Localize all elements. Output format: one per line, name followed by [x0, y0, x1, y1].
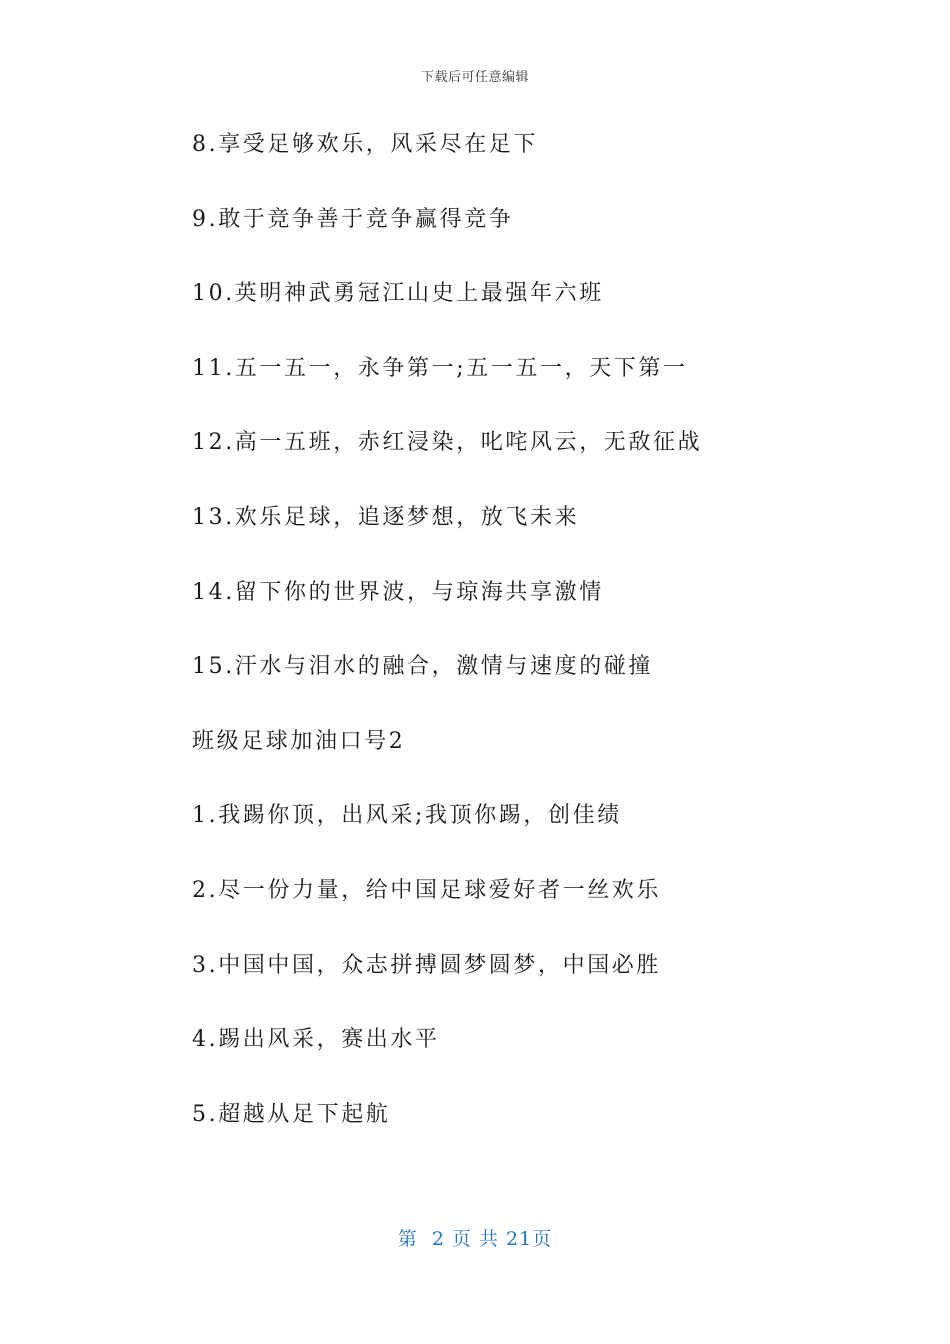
slogan-line: 15.汗水与泪水的融合，激情与速度的碰撞 [192, 654, 653, 680]
document-body [192, 128, 892, 1172]
slogan-line: 10.英明神武勇冠江山史上最强年六班 [192, 281, 604, 307]
slogan-line: 11.五一五一，永争第一;五一五一，天下第一 [192, 355, 688, 381]
header-note: 下载后可任意编辑 [420, 70, 529, 85]
slogan-line: 5.超越从足下起航 [192, 1101, 391, 1127]
slogan-line: 4.踢出风采，赛出水平 [192, 1027, 440, 1053]
slogan-line: 13.欢乐足球，追逐梦想，放飞未来 [192, 504, 580, 530]
section-heading: 班级足球加油口号2 [192, 728, 406, 754]
slogan-line: 12.高一五班，赤红浸染，叱咤风云，无敌征战 [192, 430, 703, 456]
page-number-label: 第 2 页 共 21页 [397, 1228, 553, 1250]
slogan-line: 2.尽一份力量，给中国足球爱好者一丝欢乐 [192, 877, 661, 903]
slogan-line: 1.我踢你顶，出风采;我顶你踢，创佳绩 [192, 803, 622, 829]
slogan-line: 14.留下你的世界波，与琼海共享激情 [192, 579, 604, 605]
slogan-line: 9.敢于竞争善于竞争赢得竞争 [192, 206, 514, 232]
slogan-line: 8.享受足够欢乐，风采尽在足下 [192, 132, 538, 157]
page-number-footer [0, 1224, 950, 1251]
slogan-line: 3.中国中国，众志拼搏圆梦圆梦，中国必胜 [192, 952, 661, 978]
